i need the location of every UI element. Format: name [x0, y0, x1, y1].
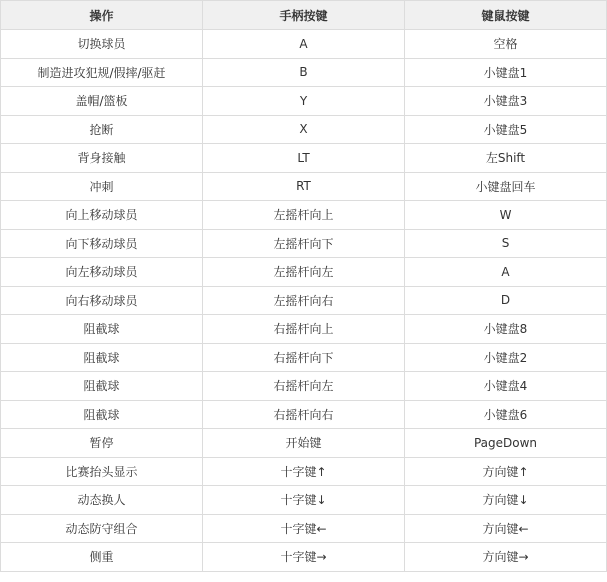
cell-action: 向下移动球员: [1, 229, 203, 258]
cell-action: 抢断: [1, 115, 203, 144]
cell-gamepad-key: B: [203, 58, 405, 87]
table-row: [1, 58, 607, 87]
cell-action: 侧重: [1, 543, 203, 572]
table-row: [1, 229, 607, 258]
header-action: 操作: [1, 1, 203, 30]
cell-keyboard-key: 小键盘4: [405, 372, 607, 401]
table-row: [1, 429, 607, 458]
cell-gamepad-key: 开始键: [203, 429, 405, 458]
cell-action: 冲刺: [1, 172, 203, 201]
cell-gamepad-key: 十字键←: [203, 514, 405, 543]
table-row: [1, 87, 607, 116]
table-row: [1, 315, 607, 344]
cell-gamepad-key: Y: [203, 87, 405, 116]
cell-action: 向上移动球员: [1, 201, 203, 230]
table-row: [1, 30, 607, 59]
table-row: [1, 144, 607, 173]
cell-gamepad-key: 右摇杆向右: [203, 400, 405, 429]
cell-action: 阻截球: [1, 315, 203, 344]
cell-keyboard-key: 方向键→: [405, 543, 607, 572]
cell-keyboard-key: 方向键←: [405, 514, 607, 543]
table-row: [1, 372, 607, 401]
cell-action: 阻截球: [1, 400, 203, 429]
cell-keyboard-key: D: [405, 286, 607, 315]
header-gamepad-key: 手柄按键: [203, 1, 405, 30]
cell-gamepad-key: 十字键→: [203, 543, 405, 572]
cell-action: 向左移动球员: [1, 258, 203, 287]
cell-keyboard-key: PageDown: [405, 429, 607, 458]
cell-gamepad-key: LT: [203, 144, 405, 173]
cell-gamepad-key: 右摇杆向上: [203, 315, 405, 344]
table-row: [1, 201, 607, 230]
cell-action: 向右移动球员: [1, 286, 203, 315]
table-row: [1, 343, 607, 372]
table-row: [1, 486, 607, 515]
cell-keyboard-key: 小键盘5: [405, 115, 607, 144]
cell-action: 比赛抬头显示: [1, 457, 203, 486]
table-row: [1, 457, 607, 486]
cell-action: 盖帽/篮板: [1, 87, 203, 116]
cell-action: 背身接触: [1, 144, 203, 173]
cell-gamepad-key: 左摇杆向右: [203, 286, 405, 315]
cell-keyboard-key: 空格: [405, 30, 607, 59]
table-row: [1, 543, 607, 572]
cell-keyboard-key: 小键盘1: [405, 58, 607, 87]
cell-gamepad-key: 十字键↓: [203, 486, 405, 515]
cell-gamepad-key: 右摇杆向左: [203, 372, 405, 401]
cell-keyboard-key: S: [405, 229, 607, 258]
cell-keyboard-key: 小键盘2: [405, 343, 607, 372]
cell-action: 动态防守组合: [1, 514, 203, 543]
cell-action: 切换球员: [1, 30, 203, 59]
cell-gamepad-key: 左摇杆向左: [203, 258, 405, 287]
cell-gamepad-key: 右摇杆向下: [203, 343, 405, 372]
table-row: [1, 514, 607, 543]
table-row: [1, 172, 607, 201]
cell-action: 制造进攻犯规/假摔/驱赶: [1, 58, 203, 87]
cell-gamepad-key: 十字键↑: [203, 457, 405, 486]
cell-gamepad-key: 左摇杆向上: [203, 201, 405, 230]
cell-action: 动态换人: [1, 486, 203, 515]
cell-gamepad-key: A: [203, 30, 405, 59]
table-row: [1, 286, 607, 315]
cell-gamepad-key: X: [203, 115, 405, 144]
cell-keyboard-key: A: [405, 258, 607, 287]
cell-action: 阻截球: [1, 343, 203, 372]
table-row: [1, 400, 607, 429]
table-row: [1, 115, 607, 144]
cell-action: 阻截球: [1, 372, 203, 401]
cell-keyboard-key: 小键盘回车: [405, 172, 607, 201]
cell-keyboard-key: 小键盘8: [405, 315, 607, 344]
cell-keyboard-key: 方向键↓: [405, 486, 607, 515]
cell-keyboard-key: 小键盘6: [405, 400, 607, 429]
table-row: [1, 258, 607, 287]
cell-keyboard-key: 方向键↑: [405, 457, 607, 486]
cell-gamepad-key: 左摇杆向下: [203, 229, 405, 258]
cell-keyboard-key: 小键盘3: [405, 87, 607, 116]
header-keyboard-key: 键鼠按键: [405, 1, 607, 30]
table-body: [1, 30, 607, 572]
cell-gamepad-key: RT: [203, 172, 405, 201]
table-header: [1, 1, 607, 30]
cell-keyboard-key: W: [405, 201, 607, 230]
cell-action: 暂停: [1, 429, 203, 458]
cell-keyboard-key: 左Shift: [405, 144, 607, 173]
header-row: [1, 1, 607, 30]
